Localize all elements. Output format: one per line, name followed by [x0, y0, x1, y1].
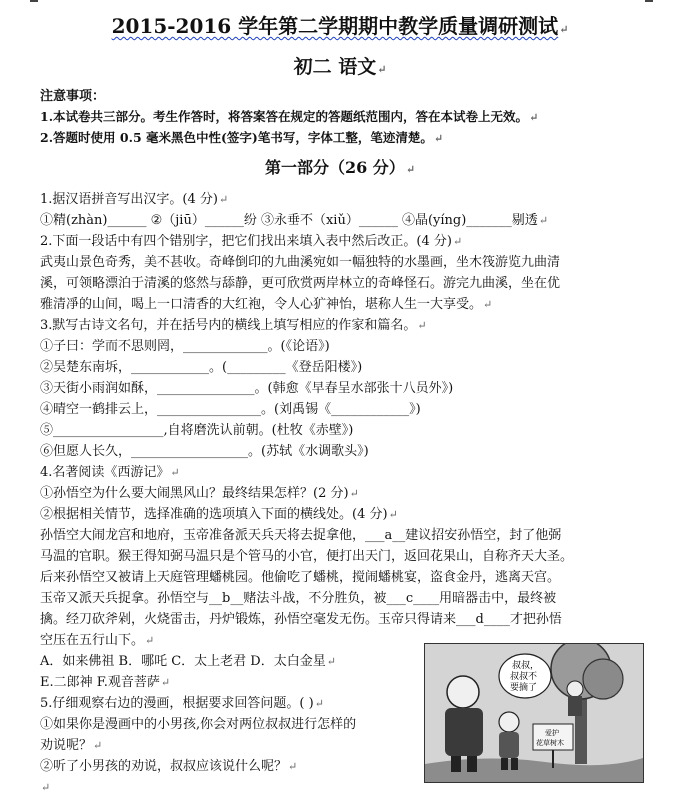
q3-line-4: ④晴空一鹤排云上，________________。(刘禹锡《____________》)	[40, 402, 421, 417]
q5-sub-2: ②听了小男孩的劝说，叔叔应该说什么呢？↵	[40, 759, 298, 774]
q1-stem: 1.据汉语拼音写出汉字。(4 分)↵	[40, 192, 229, 207]
notice-item-2: 2.答题时使用 0.5 毫米黑色中性(签字)笔书写，字体工整，笔迹清楚。↵	[40, 130, 444, 145]
q4-passage-1: 孙悟空大闹龙宫和地府，玉帝准备派天兵天将去捉拿他，___a__建议招安孙悟空，封了他弼	[40, 528, 562, 543]
q4-passage-6: 空压在五行山下。↵	[40, 633, 155, 648]
q3-line-2: ②吴楚东南坼，____________。(_________《登岳阳楼》)	[40, 360, 363, 375]
q4-passage-4: 玉帝又派天兵捉拿。孙悟空与__b__赌法斗战，不分胜负，被___c____用暗器击中，最终被	[40, 591, 557, 606]
exam-subtitle: 初二 语文↵	[293, 56, 387, 78]
notice-heading: 注意事项：	[40, 89, 106, 104]
q4-passage-3: 后来孙悟空又被请上天庭管理蟠桃园。他偷吃了蟠桃，搅闹蟠桃宴，盗食金丹，逃离天宫。	[40, 570, 561, 585]
page-edge-left	[30, 0, 38, 2]
q3-stem: 3.默写古诗文名句，并在括号内的横线上填写相应的作家和篇名。↵	[40, 318, 427, 333]
q4-options-1: A．如来佛祖 B．哪吒 C．太上老君 D．太白金星↵	[40, 654, 336, 669]
q3-line-1: ①子曰：学而不思则罔，_____________。(《论语》)	[40, 339, 330, 354]
q4-sub-2: ②根据相关情节，选择准确的选项填入下面的横线处。(4 分)↵	[40, 507, 398, 522]
comic-bubble-line-2: 叔叔不	[510, 672, 538, 682]
q4-passage-2: 马温的官职。猴王得知弼马温只是个管马的小官，便打出天门，返回花果山，自称齐天大圣。	[40, 549, 574, 564]
paragraph-mark: ↵	[41, 781, 51, 794]
q2-line-3: 雅清凈的山间，喝上一口清香的大红袍，令人心犷神怡，堪称人生一大享受。↵	[40, 297, 493, 312]
comic-sign-line-1: 爱护	[545, 729, 559, 737]
q5-stem: 5.仔细观察右边的漫画，根据要求回答问题。( )↵	[40, 696, 324, 711]
comic-bubble-line-1: 叔叔，	[512, 661, 540, 671]
q3-line-6: ⑥但愿人长久，__________________。(苏轼《水调歌头》)	[40, 444, 369, 459]
q1-items: ①精(zhàn)______ ②（jiū）______纷 ③永垂不（xiǔ）______ ④晶(yíng)_______剔透↵	[40, 213, 549, 228]
comic-drawing	[425, 644, 643, 782]
q4-options-2: E.二郎神 F.观音菩萨↵	[40, 675, 171, 690]
comic-bubble-line-3: 要摘了	[510, 683, 538, 693]
q3-line-3: ③天街小雨润如酥，_______________。(韩愈《早春呈水部张十八员外》)	[40, 381, 454, 396]
q4-passage-5: 擒。经刀砍斧剁，火烧雷击，丹炉锻炼，孙悟空毫发无伤。玉帝只得请来___d____才把孙悟	[40, 612, 562, 627]
comic-sign-line-2: 花草树木	[536, 739, 564, 747]
section-1-heading: 第一部分（26 分）↵	[264, 158, 416, 177]
exam-title: 2015-2016 学年第二学期期中教学质量调研测试↵	[111, 14, 569, 38]
page-edge-right	[645, 0, 653, 2]
q2-line-2: 溪，可领略漂泊于清溪的悠然与舔静，更可欣赏两岸林立的奇峰怪石。游完九曲溪，坐在优	[40, 276, 561, 291]
q2-line-1: 武夷山景色奇秀，美不甚收。奇峰倒印的九曲溪宛如一幅独特的水墨画，坐木筏游览九曲清	[40, 255, 561, 270]
q4-sub-1: ①孙悟空为什么要大闹黑风山？最终结果怎样？(2 分)↵	[40, 486, 359, 501]
q5-sub-1b: 劝说呢？↵	[40, 738, 103, 753]
q3-line-5: ⑤_________________,自将磨洗认前朝。(杜牧《赤壁》)	[40, 423, 354, 438]
notice-item-1: 1.本试卷共三部分。考生作答时，将答案答在规定的答题纸范围内，答在本试卷上无效。↵	[40, 109, 539, 124]
q5-sub-1a: ①如果你是漫画中的小男孩,你会对两位叔叔进行怎样的	[40, 717, 357, 732]
q2-stem: 2.下面一段话中有四个错别字，把它们找出来填入表中然后改正。(4 分)↵	[40, 234, 463, 249]
comic-illustration	[424, 643, 644, 783]
q4-stem: 4.名著阅读《西游记》↵	[40, 465, 180, 480]
